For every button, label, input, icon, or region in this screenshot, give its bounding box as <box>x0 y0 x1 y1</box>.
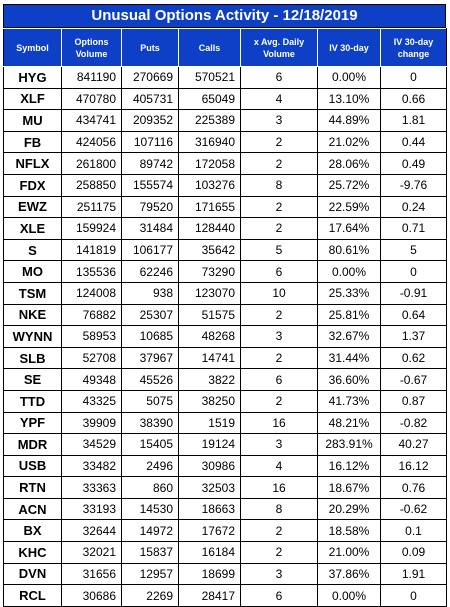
cell-calls: 128440 <box>179 218 241 240</box>
cell-puts: 405731 <box>122 88 179 110</box>
cell-x-avg-daily-volume: 2 <box>241 131 318 153</box>
cell-symbol: HYG <box>4 67 62 89</box>
cell-options-volume: 43325 <box>62 390 122 412</box>
cell-calls: 18663 <box>179 498 241 520</box>
cell-symbol: NKE <box>4 304 62 326</box>
cell-calls: 1519 <box>179 412 241 434</box>
cell-x-avg-daily-volume: 2 <box>241 520 318 542</box>
cell-calls: 28417 <box>179 585 241 607</box>
header-iv-30-day-change: IV 30-day change <box>381 29 447 67</box>
cell-puts: 860 <box>122 477 179 499</box>
cell-x-avg-daily-volume: 3 <box>241 326 318 348</box>
cell-calls: 35642 <box>179 239 241 261</box>
cell-calls: 103276 <box>179 174 241 196</box>
cell-symbol: SE <box>4 369 62 391</box>
cell-iv-30-day: 17.64% <box>318 218 381 240</box>
table-row <box>4 390 447 412</box>
cell-iv-30-day-change: 0.24 <box>381 196 447 218</box>
cell-x-avg-daily-volume: 2 <box>241 347 318 369</box>
cell-calls: 171655 <box>179 196 241 218</box>
cell-options-volume: 251175 <box>62 196 122 218</box>
cell-calls: 17672 <box>179 520 241 542</box>
options-activity-panel <box>3 4 446 607</box>
cell-options-volume: 258850 <box>62 174 122 196</box>
table-row <box>4 520 447 542</box>
cell-iv-30-day: 13.10% <box>318 88 381 110</box>
table-row <box>4 585 447 607</box>
cell-puts: 2269 <box>122 585 179 607</box>
cell-puts: 10685 <box>122 326 179 348</box>
cell-puts: 5075 <box>122 390 179 412</box>
table-row <box>4 477 447 499</box>
cell-puts: 37967 <box>122 347 179 369</box>
header-options-volume: Options Volume <box>62 29 122 67</box>
header-symbol: Symbol <box>4 29 62 67</box>
table-row <box>4 131 447 153</box>
cell-x-avg-daily-volume: 5 <box>241 239 318 261</box>
cell-symbol: WYNN <box>4 326 62 348</box>
cell-x-avg-daily-volume: 2 <box>241 390 318 412</box>
cell-iv-30-day: 18.58% <box>318 520 381 542</box>
cell-symbol: MU <box>4 110 62 132</box>
cell-puts: 62246 <box>122 261 179 283</box>
cell-symbol: XLF <box>4 88 62 110</box>
cell-iv-30-day-change: 0 <box>381 585 447 607</box>
table-row <box>4 326 447 348</box>
cell-puts: 15405 <box>122 434 179 456</box>
cell-iv-30-day-change: -0.67 <box>381 369 447 391</box>
cell-x-avg-daily-volume: 6 <box>241 67 318 89</box>
table-row <box>4 88 447 110</box>
cell-puts: 107116 <box>122 131 179 153</box>
cell-iv-30-day: 44.89% <box>318 110 381 132</box>
cell-calls: 570521 <box>179 67 241 89</box>
table-row <box>4 542 447 564</box>
cell-symbol: RCL <box>4 585 62 607</box>
cell-x-avg-daily-volume: 2 <box>241 304 318 326</box>
cell-iv-30-day-change: 0.1 <box>381 520 447 542</box>
cell-x-avg-daily-volume: 8 <box>241 498 318 520</box>
cell-iv-30-day-change: 1.81 <box>381 110 447 132</box>
cell-symbol: FDX <box>4 174 62 196</box>
cell-x-avg-daily-volume: 6 <box>241 585 318 607</box>
cell-iv-30-day: 48.21% <box>318 412 381 434</box>
cell-options-volume: 58953 <box>62 326 122 348</box>
cell-iv-30-day-change: 0.09 <box>381 542 447 564</box>
cell-symbol: TSM <box>4 282 62 304</box>
table-row <box>4 174 447 196</box>
cell-puts: 38390 <box>122 412 179 434</box>
cell-iv-30-day-change: 1.91 <box>381 563 447 585</box>
cell-puts: 270669 <box>122 67 179 89</box>
cell-iv-30-day-change: -0.91 <box>381 282 447 304</box>
cell-options-volume: 135536 <box>62 261 122 283</box>
cell-puts: 938 <box>122 282 179 304</box>
table-row <box>4 498 447 520</box>
cell-options-volume: 52708 <box>62 347 122 369</box>
cell-calls: 172058 <box>179 153 241 175</box>
table-row <box>4 347 447 369</box>
cell-symbol: EWZ <box>4 196 62 218</box>
cell-iv-30-day-change: 5 <box>381 239 447 261</box>
cell-options-volume: 841190 <box>62 67 122 89</box>
cell-iv-30-day-change: 0.64 <box>381 304 447 326</box>
cell-calls: 30986 <box>179 455 241 477</box>
cell-calls: 16184 <box>179 542 241 564</box>
cell-options-volume: 159924 <box>62 218 122 240</box>
cell-iv-30-day-change: 0 <box>381 67 447 89</box>
header-iv-30-day: IV 30-day <box>318 29 381 67</box>
cell-options-volume: 33482 <box>62 455 122 477</box>
cell-calls: 14741 <box>179 347 241 369</box>
table-row <box>4 196 447 218</box>
options-table <box>3 28 447 607</box>
cell-symbol: MO <box>4 261 62 283</box>
cell-symbol: DVN <box>4 563 62 585</box>
cell-options-volume: 124008 <box>62 282 122 304</box>
cell-iv-30-day-change: 16.12 <box>381 455 447 477</box>
cell-iv-30-day-change: 0.62 <box>381 347 447 369</box>
cell-x-avg-daily-volume: 4 <box>241 455 318 477</box>
cell-puts: 106177 <box>122 239 179 261</box>
cell-iv-30-day-change: 40.27 <box>381 434 447 456</box>
cell-iv-30-day: 32.67% <box>318 326 381 348</box>
cell-symbol: FB <box>4 131 62 153</box>
table-row <box>4 282 447 304</box>
cell-options-volume: 32021 <box>62 542 122 564</box>
cell-iv-30-day: 41.73% <box>318 390 381 412</box>
cell-calls: 123070 <box>179 282 241 304</box>
table-row <box>4 261 447 283</box>
cell-iv-30-day: 25.72% <box>318 174 381 196</box>
cell-symbol: SLB <box>4 347 62 369</box>
table-row <box>4 110 447 132</box>
cell-options-volume: 32644 <box>62 520 122 542</box>
header-row <box>4 29 447 67</box>
cell-iv-30-day: 22.59% <box>318 196 381 218</box>
cell-puts: 31484 <box>122 218 179 240</box>
header-puts: Puts <box>122 29 179 67</box>
cell-iv-30-day: 28.06% <box>318 153 381 175</box>
cell-x-avg-daily-volume: 2 <box>241 542 318 564</box>
cell-calls: 225389 <box>179 110 241 132</box>
cell-iv-30-day: 0.00% <box>318 67 381 89</box>
cell-calls: 38250 <box>179 390 241 412</box>
cell-iv-30-day: 31.44% <box>318 347 381 369</box>
cell-iv-30-day-change: 0.87 <box>381 390 447 412</box>
cell-options-volume: 76882 <box>62 304 122 326</box>
table-row <box>4 67 447 89</box>
cell-symbol: S <box>4 239 62 261</box>
cell-iv-30-day: 21.02% <box>318 131 381 153</box>
table-row <box>4 455 447 477</box>
cell-iv-30-day: 283.91% <box>318 434 381 456</box>
cell-iv-30-day: 18.67% <box>318 477 381 499</box>
cell-options-volume: 33193 <box>62 498 122 520</box>
cell-x-avg-daily-volume: 2 <box>241 196 318 218</box>
cell-iv-30-day-change: -9.76 <box>381 174 447 196</box>
cell-iv-30-day: 25.33% <box>318 282 381 304</box>
cell-calls: 32503 <box>179 477 241 499</box>
cell-options-volume: 39909 <box>62 412 122 434</box>
cell-options-volume: 141819 <box>62 239 122 261</box>
cell-x-avg-daily-volume: 4 <box>241 88 318 110</box>
cell-iv-30-day-change: -0.62 <box>381 498 447 520</box>
cell-puts: 25307 <box>122 304 179 326</box>
cell-iv-30-day-change: 0.66 <box>381 88 447 110</box>
cell-puts: 209352 <box>122 110 179 132</box>
table-title: Unusual Options Activity - 12/18/2019 <box>3 4 446 28</box>
table-row <box>4 369 447 391</box>
cell-puts: 155574 <box>122 174 179 196</box>
cell-calls: 51575 <box>179 304 241 326</box>
cell-puts: 14530 <box>122 498 179 520</box>
cell-iv-30-day: 21.00% <box>318 542 381 564</box>
cell-puts: 79520 <box>122 196 179 218</box>
cell-options-volume: 34529 <box>62 434 122 456</box>
cell-iv-30-day: 80.61% <box>318 239 381 261</box>
cell-x-avg-daily-volume: 3 <box>241 563 318 585</box>
header-x-avg-daily-volume: x Avg. Daily Volume <box>241 29 318 67</box>
cell-iv-30-day-change: 0.49 <box>381 153 447 175</box>
header-calls: Calls <box>179 29 241 67</box>
cell-iv-30-day-change: 0.76 <box>381 477 447 499</box>
cell-options-volume: 31656 <box>62 563 122 585</box>
cell-puts: 45526 <box>122 369 179 391</box>
cell-calls: 48268 <box>179 326 241 348</box>
table-row <box>4 563 447 585</box>
cell-options-volume: 470780 <box>62 88 122 110</box>
cell-calls: 18699 <box>179 563 241 585</box>
cell-iv-30-day-change: -0.82 <box>381 412 447 434</box>
cell-x-avg-daily-volume: 16 <box>241 412 318 434</box>
cell-iv-30-day-change: 0.44 <box>381 131 447 153</box>
table-row <box>4 218 447 240</box>
cell-x-avg-daily-volume: 2 <box>241 153 318 175</box>
cell-x-avg-daily-volume: 6 <box>241 261 318 283</box>
cell-symbol: KHC <box>4 542 62 564</box>
cell-calls: 73290 <box>179 261 241 283</box>
table-row <box>4 434 447 456</box>
cell-options-volume: 30686 <box>62 585 122 607</box>
cell-iv-30-day: 20.29% <box>318 498 381 520</box>
table-row <box>4 239 447 261</box>
cell-iv-30-day: 36.60% <box>318 369 381 391</box>
cell-iv-30-day: 0.00% <box>318 261 381 283</box>
cell-iv-30-day-change: 1.37 <box>381 326 447 348</box>
cell-symbol: RTN <box>4 477 62 499</box>
cell-iv-30-day: 16.12% <box>318 455 381 477</box>
cell-symbol: USB <box>4 455 62 477</box>
cell-options-volume: 434741 <box>62 110 122 132</box>
cell-x-avg-daily-volume: 3 <box>241 434 318 456</box>
cell-x-avg-daily-volume: 3 <box>241 110 318 132</box>
cell-symbol: ACN <box>4 498 62 520</box>
cell-x-avg-daily-volume: 16 <box>241 477 318 499</box>
cell-symbol: XLE <box>4 218 62 240</box>
cell-options-volume: 424056 <box>62 131 122 153</box>
cell-options-volume: 49348 <box>62 369 122 391</box>
cell-symbol: YPF <box>4 412 62 434</box>
cell-symbol: MDR <box>4 434 62 456</box>
cell-iv-30-day-change: 0.71 <box>381 218 447 240</box>
table-body <box>4 67 447 607</box>
cell-puts: 15837 <box>122 542 179 564</box>
cell-symbol: TTD <box>4 390 62 412</box>
cell-calls: 65049 <box>179 88 241 110</box>
cell-options-volume: 261800 <box>62 153 122 175</box>
cell-x-avg-daily-volume: 6 <box>241 369 318 391</box>
cell-puts: 12957 <box>122 563 179 585</box>
cell-symbol: BX <box>4 520 62 542</box>
table-row <box>4 153 447 175</box>
table-row <box>4 304 447 326</box>
cell-iv-30-day: 25.81% <box>318 304 381 326</box>
cell-puts: 89742 <box>122 153 179 175</box>
cell-symbol: NFLX <box>4 153 62 175</box>
cell-x-avg-daily-volume: 10 <box>241 282 318 304</box>
cell-iv-30-day-change: 0 <box>381 261 447 283</box>
table-row <box>4 412 447 434</box>
cell-options-volume: 33363 <box>62 477 122 499</box>
cell-calls: 3822 <box>179 369 241 391</box>
cell-x-avg-daily-volume: 2 <box>241 218 318 240</box>
cell-x-avg-daily-volume: 8 <box>241 174 318 196</box>
cell-calls: 316940 <box>179 131 241 153</box>
cell-calls: 19124 <box>179 434 241 456</box>
cell-iv-30-day: 37.86% <box>318 563 381 585</box>
cell-puts: 14972 <box>122 520 179 542</box>
cell-iv-30-day: 0.00% <box>318 585 381 607</box>
cell-puts: 2496 <box>122 455 179 477</box>
